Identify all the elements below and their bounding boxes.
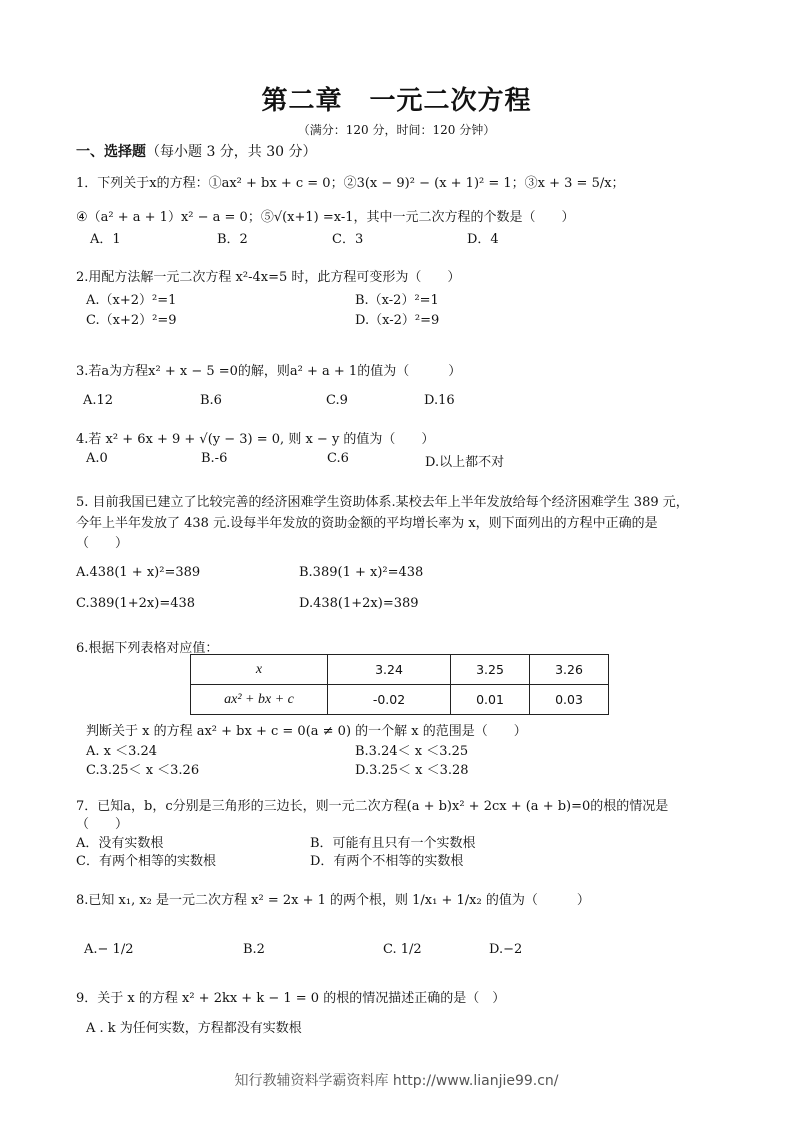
q7-option-b: B．可能有且只有一个实数根 — [310, 836, 476, 851]
q4-option-a: A.0 — [86, 451, 108, 466]
q8-option-a: A.− 1/2 — [84, 942, 134, 957]
question-2: 2.用配方法解一元二次方程 x²-4x=5 时，此方程可变形为（ ） — [76, 270, 461, 285]
exam-info: （满分：120 分，时间：120 分钟） — [297, 123, 496, 137]
section-note: （每小题 3 分，共 30 分） — [146, 144, 317, 160]
q5-option-a: A.438(1 + x)²=389 — [76, 565, 201, 580]
question-7-line-1: 7．已知a，b，c分别是三角形的三边长，则一元二次方程(a + b)x² + 2cx + (a + b)=0的根的情况是 — [76, 799, 669, 814]
question-1-line-2: ④（a² + a + 1）x² − a = 0；⑤√(x+1) =x-1，其中一元二次方程的个数是（ ） — [76, 210, 575, 225]
q5-option-c: C.389(1+2x)=438 — [76, 596, 196, 611]
q6-option-d: D.3.25＜ x ＜3.28 — [355, 763, 469, 778]
q1-option-d: D．4 — [467, 232, 499, 247]
q1-option-a: A．1 — [90, 232, 121, 247]
q6-option-a: A. x ＜3.24 — [86, 744, 158, 759]
table-cell: -0.02 — [328, 685, 451, 715]
question-6: 6.根据下列表格对应值： — [76, 641, 219, 656]
q2-option-a: A.（x+2）²=1 — [86, 293, 177, 308]
q8-option-c: C. 1/2 — [383, 942, 422, 957]
table-cell: 0.01 — [451, 685, 530, 715]
q3-option-b: B.6 — [200, 393, 222, 408]
table-cell: x — [191, 655, 328, 685]
question-5-line-2: 今年上半年发放了 438 元.设每半年发放的资助金额的平均增长率为 x，则下面列出的方程中正确的是 — [76, 516, 658, 531]
question-1-line-1: 1．下列关于x的方程：①ax² + bx + c = 0；②3(x − 9)² − (x + 1)² = 1；③x + 3 = 5/x； — [76, 176, 625, 191]
q3-option-a: A.12 — [83, 393, 114, 408]
q8-option-b: B.2 — [243, 942, 265, 957]
question-9: 9．关于 x 的方程 x² + 2kx + k − 1 = 0 的根的情况描述正确的是（ ） — [76, 991, 506, 1006]
q4-option-b: B.-6 — [201, 451, 228, 466]
q9-option-a: A . k 为任何实数，方程都没有实数根 — [86, 1021, 302, 1036]
question-8: 8.已知 x₁, x₂ 是一元二次方程 x² = 2x + 1 的两个根，则 1/x₁ + 1/x₂ 的值为（ ） — [76, 893, 590, 908]
values-table — [190, 654, 609, 715]
q6-option-b: B.3.24＜ x ＜3.25 — [355, 744, 469, 759]
q1-option-c: C．3 — [332, 232, 364, 247]
table-cell: 3.25 — [451, 655, 530, 685]
table-cell: 3.26 — [530, 655, 609, 685]
q7-option-c: C．有两个相等的实数根 — [76, 854, 216, 869]
table-row — [191, 655, 609, 685]
question-7-line-2: （ ） — [76, 817, 129, 832]
q8-option-d: D.−2 — [489, 942, 523, 957]
q3-option-d: D.16 — [424, 393, 455, 408]
section-title: 一、选择题 — [76, 144, 146, 160]
question-4: 4.若 x² + 6x + 9 + √(y − 3) = 0, 则 x − y 的值为（ ） — [76, 432, 435, 447]
question-6-prompt: 判断关于 x 的方程 ax² + bx + c = 0(a ≠ 0) 的一个解 x 的范围是（ ） — [86, 724, 527, 739]
q2-option-b: B.（x-2）²=1 — [355, 293, 439, 308]
q6-option-c: C.3.25＜ x ＜3.26 — [86, 763, 200, 778]
q1-option-b: B．2 — [217, 232, 248, 247]
q4-option-d: D.以上都不对 — [425, 455, 505, 470]
footer-watermark: 知行教辅资料学霸资料库 http://www.lianjie99.cn/ — [234, 1073, 559, 1089]
question-5-line-1: 5. 目前我国已建立了比较完善的经济困难学生资助体系.某校去年上半年发放给每个经济困难学生 389 元， — [76, 495, 689, 510]
table-cell: ax² + bx + c — [191, 685, 328, 715]
page-title: 第二章 一元二次方程 — [261, 86, 532, 116]
q5-option-d: D.438(1+2x)=389 — [299, 596, 419, 611]
section-heading — [76, 141, 317, 161]
table-row — [191, 685, 609, 715]
table-cell: 0.03 — [530, 685, 609, 715]
q2-option-c: C.（x+2）²=9 — [86, 313, 177, 328]
question-3: 3.若a为方程x² + x − 5 =0的解，则a² + a + 1的值为（ ） — [76, 364, 462, 379]
table-cell: 3.24 — [328, 655, 451, 685]
q4-option-c: C.6 — [327, 451, 349, 466]
q7-option-d: D．有两个不相等的实数根 — [310, 854, 464, 869]
q7-option-a: A．没有实数根 — [76, 836, 164, 851]
question-5-line-3: （ ） — [76, 536, 129, 551]
q3-option-c: C.9 — [326, 393, 348, 408]
q5-option-b: B.389(1 + x)²=438 — [299, 565, 424, 580]
q2-option-d: D.（x-2）²=9 — [355, 313, 440, 328]
